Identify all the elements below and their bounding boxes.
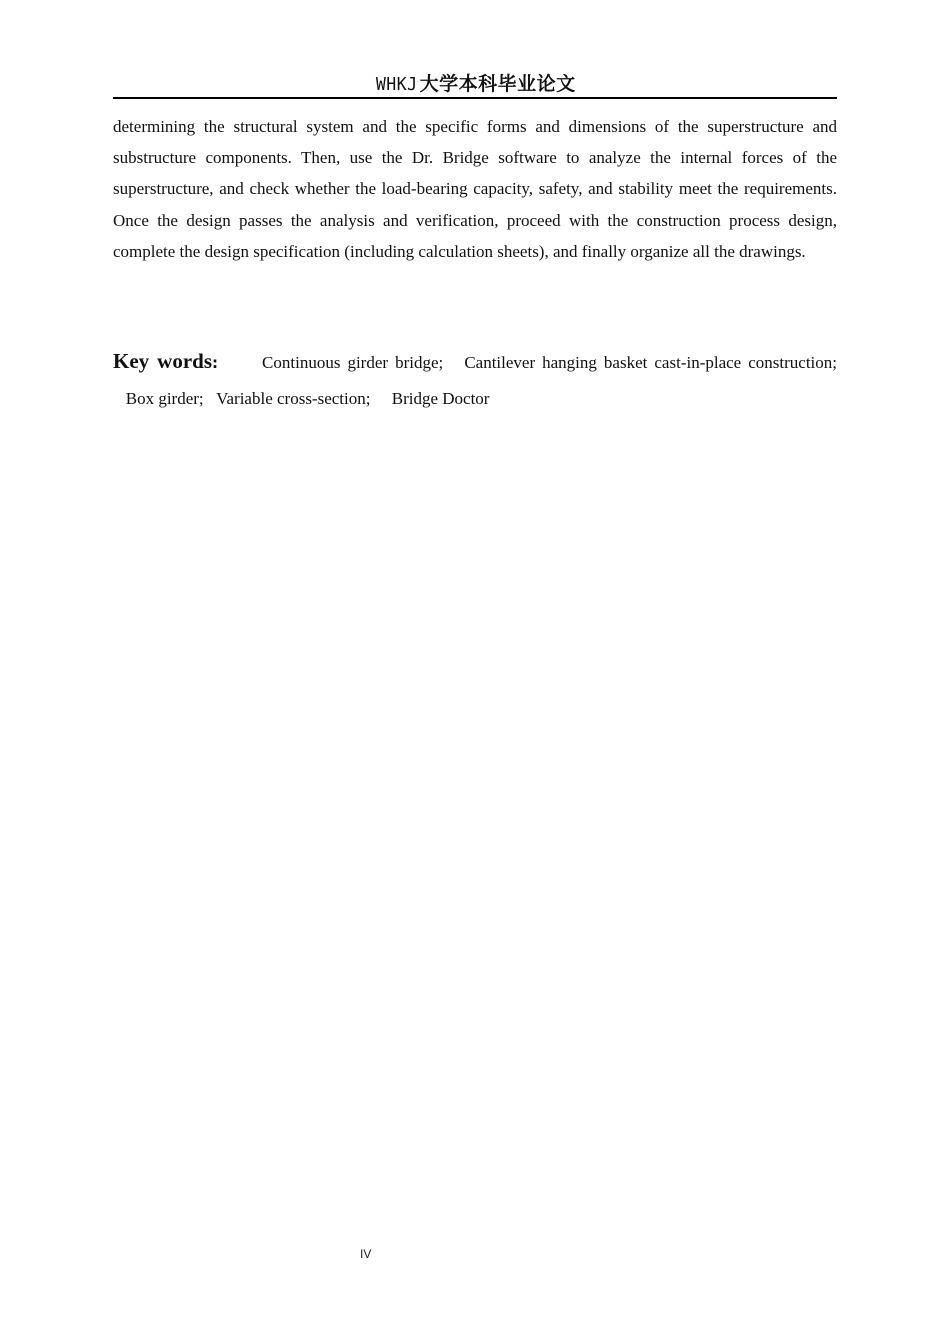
keywords-label: Key words bbox=[113, 349, 213, 373]
page-number: IV bbox=[360, 1247, 372, 1261]
keyword-item: Variable cross-section; bbox=[216, 389, 371, 408]
header-title-latin: WHKJ bbox=[376, 74, 418, 95]
keyword-item: Cantilever hanging basket cast-in-place construction; bbox=[464, 353, 838, 372]
header-title-cjk: 大学本科毕业论文 bbox=[419, 73, 576, 95]
keyword-item: Continuous girder bridge; bbox=[262, 353, 444, 372]
keyword-item: Bridge Doctor bbox=[391, 389, 490, 408]
keywords-colon: : bbox=[212, 354, 219, 372]
page-header bbox=[113, 70, 837, 99]
keywords-section bbox=[113, 344, 837, 416]
header-title bbox=[374, 70, 575, 99]
abstract-paragraph: determining the structural system and the specific forms and dimensions of the superstructure and substructure components. Then, use the Dr. Bridge software to analyze the internal forces of the superstructure, and check whether the load-bearing capacity, safety, and stability meet the requirements. Once the design passes the analysis and verification, proceed with the construction process design, complete the design specification (including calculation sheets), and finally organize all the drawings. bbox=[113, 117, 837, 261]
keyword-item: Box girder; bbox=[125, 389, 204, 408]
